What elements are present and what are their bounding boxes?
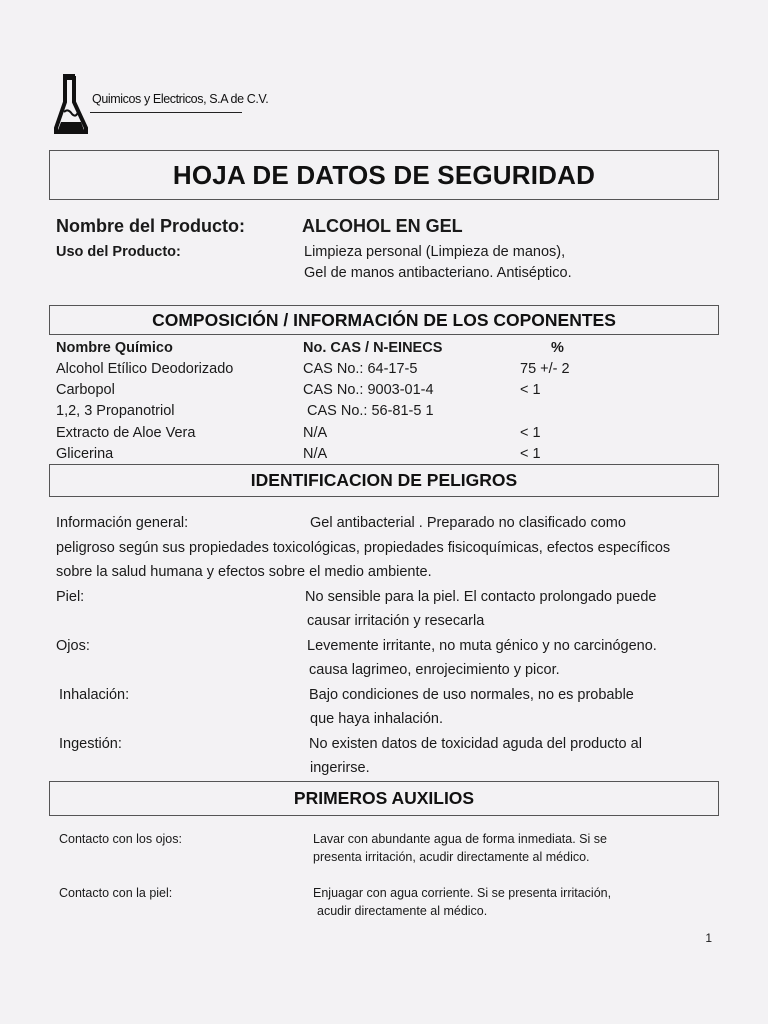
first-aid-box [49, 781, 719, 816]
table-row-cas: N/A [303, 446, 328, 462]
table-row-name: Extracto de Aloe Vera [56, 425, 196, 441]
table-row-name: Carbopol [56, 382, 115, 398]
flask-icon [54, 72, 88, 134]
hazard-ingestion-line1: No existen datos de toxicidad aguda del producto al [309, 736, 642, 752]
general-info-line1: Gel antibacterial . Preparado no clasificado como [310, 515, 626, 531]
hazard-skin-line2: causar irritación y resecarla [307, 613, 485, 629]
hazard-inhalation-label: Inhalación: [59, 687, 130, 703]
first-aid-eyes-line1: Lavar con abundante agua de forma inmediata. Si se [313, 832, 607, 846]
hazard-eyes-label: Ojos: [56, 638, 90, 654]
first-aid-skin-line1: Enjuagar con agua corriente. Si se presenta irritación, [313, 886, 612, 900]
hazards-title: IDENTIFICACION DE PELIGROS [250, 470, 518, 490]
product-use-line2: Gel de manos antibacteriano. Antiséptico. [304, 265, 572, 281]
general-info-line3: sobre la salud humana y efectos sobre el medio ambiente. [56, 564, 432, 580]
table-row-pct: 75 +/- 2 [520, 361, 570, 377]
table-row-cas: N/A [303, 425, 328, 441]
hazard-skin-line1: No sensible para la piel. El contacto prolongado puede [305, 589, 657, 605]
col-header-name: Nombre Químico [56, 340, 173, 356]
table-row-pct: < 1 [520, 425, 541, 441]
hazard-inhalation-line1: Bajo condiciones de uso normales, no es probable [309, 687, 634, 703]
product-name-value: ALCOHOL EN GEL [302, 216, 463, 236]
composition-title: COMPOSICIÓN / INFORMACIÓN DE LOS COPONENTES [152, 310, 616, 330]
first-aid-eyes-label: Contacto con los ojos: [59, 832, 182, 846]
table-row-cas: CAS No.: 9003-01-4 [303, 382, 434, 398]
table-row-name: Glicerina [56, 446, 114, 462]
first-aid-eyes-line2: presenta irritación, acudir directamente al médico. [313, 850, 590, 864]
col-header-cas: No. CAS / N-EINECS [303, 340, 443, 356]
first-aid-title: PRIMEROS AUXILIOS [293, 788, 475, 808]
hazard-eyes-line2: causa lagrimeo, enrojecimiento y picor. [309, 662, 560, 678]
table-row-pct: < 1 [520, 382, 541, 398]
table-row-cas: CAS No.: 64-17-5 [303, 361, 418, 377]
first-aid-skin-label: Contacto con la piel: [59, 886, 173, 900]
company-name: Quimicos y Electricos, S.A de C.V. [92, 92, 269, 106]
hazard-ingestion-label: Ingestión: [59, 736, 122, 752]
document-title: HOJA DE DATOS DE SEGURIDAD [172, 160, 596, 190]
hazard-inhalation-line2: que haya inhalación. [310, 711, 444, 727]
hazard-skin-label: Piel: [56, 589, 85, 605]
first-aid-skin-line2: acudir directamente al médico. [317, 904, 488, 918]
table-row-name: 1,2, 3 Propanotriol [56, 403, 175, 419]
title-box [49, 150, 719, 200]
product-use-label: Uso del Producto: [56, 244, 181, 260]
company-logo [54, 72, 269, 136]
col-header-pct: % [551, 340, 564, 356]
table-row-cas: CAS No.: 56-81-5 1 [307, 403, 434, 419]
page-number: 1 [705, 931, 712, 945]
table-row-pct: < 1 [520, 446, 541, 462]
product-name-label: Nombre del Producto: [56, 216, 246, 236]
hazard-ingestion-line2: ingerirse. [310, 760, 370, 776]
table-row-name: Alcohol Etílico Deodorizado [56, 361, 234, 377]
product-use-line1: Limpieza personal (Limpieza de manos), [304, 244, 566, 260]
general-info-label: Información general: [56, 515, 189, 531]
logo-underline [90, 112, 242, 113]
hazards-box [49, 464, 719, 497]
hazard-eyes-line1: Levemente irritante, no muta génico y no carcinógeno. [307, 638, 657, 654]
general-info-line2: peligroso según sus propiedades toxicológicas, propiedades fisicoquímicas, efectos específicos [56, 540, 671, 556]
composition-box [49, 305, 719, 335]
